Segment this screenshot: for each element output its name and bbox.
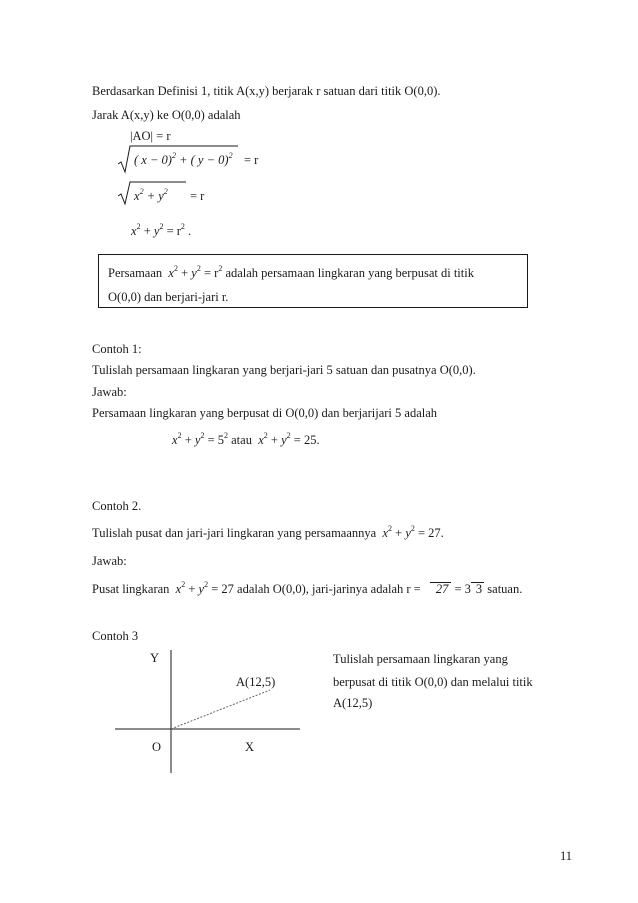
circle-equation-final: $x^2 + y^2 = r^2$ . [131, 222, 192, 238]
contoh-1-heading: Contoh 1: [92, 342, 142, 356]
contoh-2-question: Tulislah pusat dan jari-jari lingkaran yang persamaannya $x^2 + y^2 = 27$. [92, 524, 444, 540]
contoh-3-text-3: A(12,5) [333, 696, 373, 710]
contoh-1-jawab: Jawab: [92, 385, 127, 399]
contoh-2-heading: Contoh 2. [92, 499, 142, 513]
contoh-3-text-1: Tulislah persamaan lingkaran yang [333, 652, 508, 666]
contoh-2-jawab: Jawab: [92, 554, 127, 568]
contoh-3-text-2: berpusat di titik O(0,0) dan melalui titik [333, 675, 533, 689]
definition-line-2: O(0,0) dan berjari-jari r. [108, 290, 229, 304]
intro-line-2: Jarak A(x,y) ke O(0,0) adalah [92, 108, 241, 122]
contoh-3-heading: Contoh 3 [92, 629, 139, 643]
ao-equation: |AO| = r [130, 129, 171, 143]
contoh-2-answer: Pusat lingkaran $x^2 + y^2 = 27$ adalah O(0,0), jari-jarinya adalah r = 27 = 3 3 satuan. [92, 580, 523, 596]
contoh-1-answer-line: Persamaan lingkaran yang berpusat di O(0,0) dan berjarijari 5 adalah [92, 406, 438, 420]
definition-line-1: Persamaan $x^2 + y^2 = r^2$ adalah persamaan lingkaran yang berpusat di titik [108, 264, 474, 280]
page-number: 11 [560, 849, 573, 863]
axis-y-label: Y [150, 651, 160, 665]
point-a-label: A(12,5) [236, 675, 276, 689]
contoh-1-result: $x^2 + y^2 = 5^2$ atau $x^2 + y^2 = 25$. [172, 431, 320, 447]
intro-line-1: Berdasarkan Definisi 1, titik A(x,y) berjarak r satuan dari titik O(0,0). [92, 84, 441, 98]
contoh-1-question: Tulislah persamaan lingkaran yang berjari-jari 5 satuan dan pusatnya O(0,0). [92, 363, 476, 377]
origin-label: O [152, 740, 162, 754]
axis-x-label: X [245, 740, 255, 754]
